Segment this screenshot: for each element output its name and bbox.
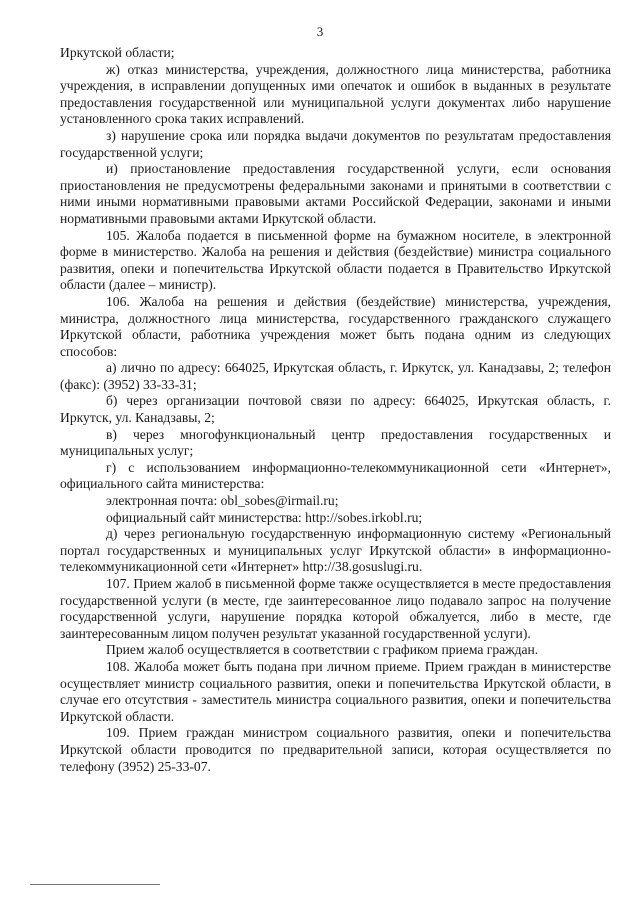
paragraph-108: 108. Жалоба может быть подана при личном приеме. Прием граждан в министерстве осуществляет министр социального развития, опеки и попечительства Иркутской области, в случае его отсутствия - заместитель министра социального развития, опеки и попечительства Иркутской области. [60, 658, 611, 724]
paragraph-item-i: и) приостановление предоставления государственной услуги, если основания приостановления не предусмотрены федеральными законами и принятыми в соответствии с ними иными нормативными правовыми актами Российской Федерации, законами и иными нормативными правовыми актами Иркутской области. [60, 161, 611, 226]
paragraph-106-v: в) через многофункциональный центр предоставления государственных и муниципальных услуг; [60, 426, 611, 459]
document-body [60, 45, 611, 775]
paragraph-106-d: д) через региональную государственную информационную систему «Региональный портал государственных и муниципальных услуг Иркутской области» в информационно-телекоммуникационной сети «Интернет» http://38.gosuslugi.ru. [60, 526, 611, 575]
page-number: 3 [316, 24, 324, 39]
paragraph-continuation: Иркутской области; [60, 45, 175, 60]
paragraph-email: электронная почта: obl_sobes@irmail.ru; [106, 493, 339, 509]
paragraph-109: 109. Прием граждан министром социального развития, опеки и попечительства Иркутской области проводится по предварительной записи, которая осуществляется по телефону (3952) 25-33-07. [60, 725, 611, 774]
paragraph-105: 105. Жалоба подается в письменной форме на бумажном носителе, в электронной форме в министерство. Жалоба на решения и действия (бездействие) министра социального развития, опеки и попечительства Иркутской области подается в Правительство Иркутской области (далее – министр). [60, 227, 611, 293]
paragraph-106-g: г) с использованием информационно-телекоммуникационной сети «Интернет», официального сайта министерства: [60, 459, 611, 492]
paragraph-106-a: а) лично по адресу: 664025, Иркутская область, г. Иркутск, ул. Канадзавы, 2; телефон (факс): (3952) 33-33-31; [60, 360, 611, 392]
paragraph-website: официальный сайт министерства: http://sobes.irkobl.ru; [106, 509, 423, 525]
paragraph-item-zh: ж) отказ министерства, учреждения, должностного лица министерства, работника учреждения, в исправлении допущенных ими опечаток и ошибок в выданных в результате предоставления государственной или муниципальной услуги документах либо нарушение установленного срока таких исправлений. [60, 61, 611, 127]
paragraph-106-b: б) через организации почтовой связи по адресу: 664025, Иркутская область, г. Иркутск, ул. Канадзавы, 2; [60, 393, 611, 426]
paragraph-item-z: з) нарушение срока или порядка выдачи документов по результатам предоставления государственной услуги; [60, 127, 611, 160]
paragraph-106: 106. Жалоба на решения и действия (бездействие) министерства, учреждения, министра, должностного лица министерства, государственного гражданского служащего Иркутской области, работника учреждения может быть подана одним из следующих способов: [60, 293, 611, 359]
paragraph-107: 107. Прием жалоб в письменной форме также осуществляется в месте предоставления государственной услуги (в месте, где заинтересованное лицо подавало запрос на получение государственной услуги, нарушение порядка которой обжалуется, либо в месте, где заинтересованным лицом получен результат указанной государственной услуги). [60, 576, 611, 641]
paragraph-107-schedule: Прием жалоб осуществляется в соответствии с графиком приема граждан. [106, 642, 539, 658]
page-bottom-divider [30, 884, 160, 885]
